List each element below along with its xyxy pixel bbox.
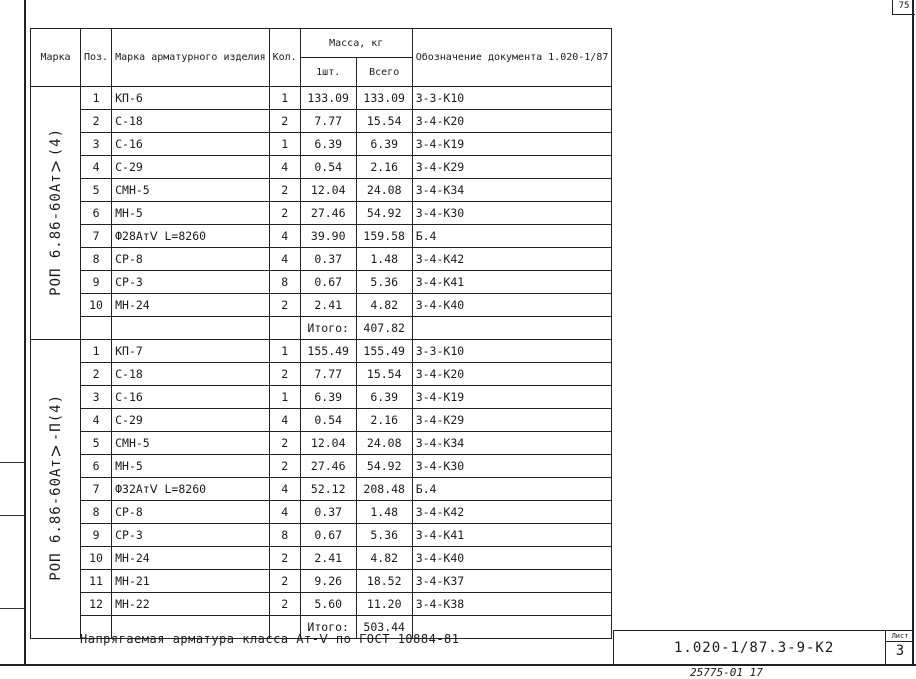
cell-kol: 1 [269, 386, 300, 409]
binding-mark [0, 608, 24, 609]
cell-item: МН-24 [112, 547, 270, 570]
cell-mass-one: 0.37 [300, 248, 356, 271]
itogo-label: Итого: [300, 317, 356, 340]
cell-mass-total: 5.36 [356, 271, 412, 294]
cell-kol: 2 [269, 570, 300, 593]
cell-poz: 12 [81, 593, 112, 616]
cell-item: СР-3 [112, 271, 270, 294]
itogo-label: Итого: [300, 616, 356, 639]
table-row [31, 363, 612, 386]
cell-item: СМН-5 [112, 179, 270, 202]
cell-poz: 1 [81, 87, 112, 110]
cell-mass-one: 27.46 [300, 202, 356, 225]
cell-mass-one: 27.46 [300, 455, 356, 478]
cell-poz: 11 [81, 570, 112, 593]
cell-mass-total: 1.48 [356, 248, 412, 271]
cell-kol: 4 [269, 225, 300, 248]
cell-doc: 3-4-К29 [412, 409, 612, 432]
table-row [31, 294, 612, 317]
title-block [613, 630, 914, 665]
cell-mass-one: 0.67 [300, 524, 356, 547]
cell-poz: 2 [81, 110, 112, 133]
header-oboznachenie: Обозначение документа 1.020-1/87 [412, 29, 612, 87]
cell-doc: 3-4-К42 [412, 248, 612, 271]
cell-kol: 4 [269, 501, 300, 524]
cell-mass-total: 4.82 [356, 294, 412, 317]
cell-item: КП-7 [112, 340, 270, 363]
itogo-row [31, 317, 612, 340]
cell-mass-total: 2.16 [356, 156, 412, 179]
cell-mass-total: 4.82 [356, 547, 412, 570]
table-row [31, 110, 612, 133]
table-row [31, 478, 612, 501]
cell-kol: 4 [269, 478, 300, 501]
cell-kol: 4 [269, 409, 300, 432]
group-marka-cell [31, 340, 81, 639]
cell-doc: 3-4-К19 [412, 386, 612, 409]
cell-mass-total: 15.54 [356, 110, 412, 133]
table-row [31, 133, 612, 156]
cell-mass-total: 24.08 [356, 179, 412, 202]
header-kol: Кол. [269, 29, 300, 87]
cell-mass-one: 0.67 [300, 271, 356, 294]
table-row [31, 501, 612, 524]
cell-doc: 3-4-К41 [412, 524, 612, 547]
cell-doc: 3-4-К20 [412, 363, 612, 386]
cell-mass-total: 133.09 [356, 87, 412, 110]
cell-mass-total: 18.52 [356, 570, 412, 593]
cell-mass-total: 6.39 [356, 386, 412, 409]
cell-mass-one: 6.39 [300, 386, 356, 409]
header-massa-1sht: 1шт. [300, 58, 356, 87]
cell-poz: 8 [81, 248, 112, 271]
cell-mass-total: 1.48 [356, 501, 412, 524]
sheet-number: 3 [895, 643, 905, 659]
cell-kol: 2 [269, 294, 300, 317]
cell-poz: 1 [81, 340, 112, 363]
cell-mass-total: 2.16 [356, 409, 412, 432]
page-corner-number: 75 [892, 0, 915, 15]
cell-item: СМН-5 [112, 432, 270, 455]
table-row [31, 340, 612, 363]
table-row [31, 593, 612, 616]
cell-mass-one: 133.09 [300, 87, 356, 110]
table-row [31, 271, 612, 294]
cell-mass-one: 6.39 [300, 133, 356, 156]
cell-mass-total: 15.54 [356, 363, 412, 386]
cell-mass-one: 155.49 [300, 340, 356, 363]
cell-doc: Б.4 [412, 225, 612, 248]
cell-doc: 3-3-К10 [412, 87, 612, 110]
cell-item: СР-8 [112, 501, 270, 524]
reinforcement-note: Напрягаемая арматура класса Ат-Ⅴ по ГОСТ 10884-81 [80, 632, 460, 646]
cell-kol: 2 [269, 110, 300, 133]
cell-poz: 4 [81, 409, 112, 432]
itogo-value: 407.82 [356, 317, 412, 340]
cell-poz: 8 [81, 501, 112, 524]
cell-item: С-18 [112, 363, 270, 386]
cell-poz: 5 [81, 179, 112, 202]
cell-empty [412, 317, 612, 340]
table-row [31, 179, 612, 202]
table-row [31, 386, 612, 409]
document-code: 1.020-1/87.3-9-К2 [674, 640, 835, 656]
cell-poz: 6 [81, 455, 112, 478]
cell-item: КП-6 [112, 87, 270, 110]
cell-kol: 4 [269, 248, 300, 271]
cell-kol: 8 [269, 271, 300, 294]
cell-kol: 2 [269, 593, 300, 616]
cell-mass-one: 12.04 [300, 179, 356, 202]
cell-doc: 3-4-К40 [412, 547, 612, 570]
header-massa: Масса, кг [300, 29, 412, 58]
header-marka: Марка [31, 29, 81, 87]
cell-doc: 3-4-К34 [412, 432, 612, 455]
cell-poz: 2 [81, 363, 112, 386]
table-row [31, 248, 612, 271]
cell-item: Ф32АтⅤ L=8260 [112, 478, 270, 501]
cell-poz: 7 [81, 225, 112, 248]
cell-item: Ф28АтⅤ L=8260 [112, 225, 270, 248]
group-marka: РОП 6.86-60АтⅤ-П(4) [47, 394, 64, 581]
cell-doc: 3-4-К40 [412, 294, 612, 317]
cell-kol: 2 [269, 179, 300, 202]
cell-item: С-16 [112, 133, 270, 156]
table-row [31, 455, 612, 478]
cell-empty [269, 317, 300, 340]
cell-poz: 3 [81, 133, 112, 156]
cell-poz: 6 [81, 202, 112, 225]
cell-mass-one: 9.26 [300, 570, 356, 593]
cell-doc: 3-4-К38 [412, 593, 612, 616]
header-massa-vsego: Всего [356, 58, 412, 87]
cell-mass-total: 11.20 [356, 593, 412, 616]
table-row [31, 156, 612, 179]
cell-mass-total: 54.92 [356, 202, 412, 225]
sheet-box [885, 631, 914, 665]
table-row [31, 202, 612, 225]
cell-mass-one: 12.04 [300, 432, 356, 455]
group-marka: РОП 6.86-60АтⅤ(4) [47, 127, 64, 296]
cell-item: МН-5 [112, 455, 270, 478]
table-row [31, 225, 612, 248]
cell-empty [81, 317, 112, 340]
cell-mass-total: 24.08 [356, 432, 412, 455]
binding-mark [0, 515, 24, 516]
cell-kol: 1 [269, 340, 300, 363]
cell-mass-one: 2.41 [300, 547, 356, 570]
cell-mass-total: 208.48 [356, 478, 412, 501]
table-row [31, 547, 612, 570]
binding-mark [0, 462, 24, 463]
table-row [31, 409, 612, 432]
cell-poz: 10 [81, 547, 112, 570]
cell-doc: 3-3-К10 [412, 340, 612, 363]
cell-poz: 5 [81, 432, 112, 455]
cell-mass-one: 2.41 [300, 294, 356, 317]
cell-poz: 9 [81, 524, 112, 547]
cell-doc: 3-4-К34 [412, 179, 612, 202]
cell-item: СР-3 [112, 524, 270, 547]
cell-mass-total: 155.49 [356, 340, 412, 363]
cell-doc: 3-4-К41 [412, 271, 612, 294]
cell-poz: 9 [81, 271, 112, 294]
cell-doc: 3-4-К37 [412, 570, 612, 593]
cell-kol: 8 [269, 524, 300, 547]
cell-item: МН-21 [112, 570, 270, 593]
cell-item: МН-22 [112, 593, 270, 616]
cell-poz: 3 [81, 386, 112, 409]
cell-mass-one: 7.77 [300, 110, 356, 133]
cell-item: С-18 [112, 110, 270, 133]
cell-doc: 3-4-К30 [412, 455, 612, 478]
cell-mass-one: 0.54 [300, 156, 356, 179]
cell-doc: 3-4-К19 [412, 133, 612, 156]
cell-mass-total: 54.92 [356, 455, 412, 478]
cell-item: С-29 [112, 156, 270, 179]
cell-kol: 2 [269, 202, 300, 225]
cell-doc: 3-4-К30 [412, 202, 612, 225]
header-marka-izdeliya: Марка арматурного изделия [112, 29, 270, 87]
table-row [31, 432, 612, 455]
cell-doc: 3-4-К29 [412, 156, 612, 179]
sheet-label: Лист [886, 631, 914, 642]
frame-left-line [24, 0, 26, 664]
group-marka-cell [31, 87, 81, 340]
cell-kol: 2 [269, 432, 300, 455]
cell-doc: Б.4 [412, 478, 612, 501]
cell-item: СР-8 [112, 248, 270, 271]
cell-mass-total: 159.58 [356, 225, 412, 248]
itogo-value: 503.44 [356, 616, 412, 639]
cell-empty [112, 317, 270, 340]
bottom-cut-text: 25775-01 17 [690, 666, 763, 679]
cell-kol: 1 [269, 87, 300, 110]
cell-kol: 4 [269, 156, 300, 179]
cell-mass-one: 52.12 [300, 478, 356, 501]
header-poz: Поз. [81, 29, 112, 87]
table-row [31, 87, 612, 110]
cell-kol: 1 [269, 133, 300, 156]
cell-mass-one: 0.37 [300, 501, 356, 524]
cell-poz: 4 [81, 156, 112, 179]
cell-item: С-16 [112, 386, 270, 409]
cell-item: С-29 [112, 409, 270, 432]
cell-poz: 10 [81, 294, 112, 317]
table-row [31, 524, 612, 547]
cell-mass-one: 7.77 [300, 363, 356, 386]
cell-item: МН-5 [112, 202, 270, 225]
cell-kol: 2 [269, 547, 300, 570]
table-row [31, 570, 612, 593]
cell-doc: 3-4-К42 [412, 501, 612, 524]
cell-item: МН-24 [112, 294, 270, 317]
cell-kol: 2 [269, 455, 300, 478]
cell-doc: 3-4-К20 [412, 110, 612, 133]
cell-mass-one: 5.60 [300, 593, 356, 616]
frame-right-line [912, 0, 914, 664]
cell-mass-one: 39.90 [300, 225, 356, 248]
cell-mass-total: 5.36 [356, 524, 412, 547]
cell-kol: 2 [269, 363, 300, 386]
cell-poz: 7 [81, 478, 112, 501]
cell-mass-total: 6.39 [356, 133, 412, 156]
specification-table [30, 28, 612, 639]
specification-body [31, 87, 612, 639]
cell-mass-one: 0.54 [300, 409, 356, 432]
